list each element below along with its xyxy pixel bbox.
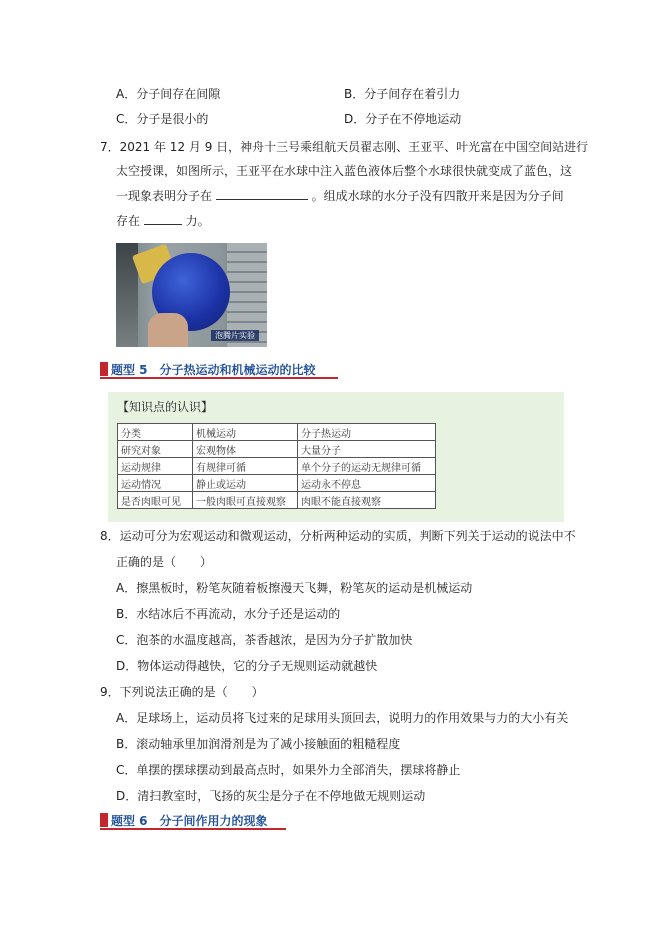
- section-6-marker: [100, 813, 108, 827]
- comparison-table: [117, 423, 436, 509]
- section-6-heading: [100, 810, 290, 830]
- section-5-underline: [100, 377, 338, 379]
- table-cell: 分子热运动: [298, 424, 436, 441]
- q7-line-3: [116, 188, 564, 204]
- q7-line-4-end: 力。: [185, 214, 210, 228]
- section-5-heading: [100, 359, 340, 379]
- table-cell: 运动情况: [118, 475, 193, 492]
- table-cell: 机械运动: [193, 424, 298, 441]
- table-cell: 运动永不停息: [298, 475, 436, 492]
- q7-line-1: 7．2021 年 12 月 9 日，神舟十三号乘组航天员翟志刚、王亚平、叶光富在中国空间站进行: [100, 140, 589, 154]
- table-row: [118, 458, 436, 475]
- photo-hand: [148, 313, 188, 347]
- section-6-underline: [100, 828, 286, 830]
- q9-option-d: D．清扫教室时，飞扬的灰尘是分子在不停地做无规则运动: [116, 789, 426, 803]
- table-cell: 一般肉眼可直接观察: [193, 492, 298, 509]
- table-cell: 分类: [118, 424, 193, 441]
- q6-option-b: B．分子间存在着引力: [344, 87, 461, 101]
- table-cell: 宏观物体: [193, 441, 298, 458]
- q7-blank-2: [144, 213, 182, 225]
- q6-option-d: D．分子在不停地运动: [344, 112, 462, 126]
- table-row: [118, 441, 436, 458]
- space-class-photo: [116, 243, 267, 347]
- knowledge-box: [108, 392, 564, 522]
- section-6-title: 题型 6 分子间作用力的现象: [111, 814, 268, 828]
- q8-option-a: A．擦黑板时，粉笔灰随着板擦漫天飞舞，粉笔灰的运动是机械运动: [116, 581, 473, 595]
- q6-option-c: C．分子是很小的: [116, 112, 209, 126]
- table-cell: 静止或运动: [193, 475, 298, 492]
- table-cell: 是否肉眼可见: [118, 492, 193, 509]
- q7-blank-1: [216, 188, 308, 200]
- q7-line-4-start: 存在: [116, 214, 141, 228]
- q8-line-1: 8．运动可分为宏观运动和微观运动，分析两种运动的实质，判断下列关于运动的说法中不: [100, 529, 576, 543]
- table-row: [118, 492, 436, 509]
- q9-option-c: C．单摆的摆球摆动到最高点时，如果外力全部消失，摆球将静止: [116, 763, 461, 777]
- table-cell: 研究对象: [118, 441, 193, 458]
- table-cell: 运动规律: [118, 458, 193, 475]
- q6-option-a: A．分子间存在间隙: [116, 87, 221, 101]
- q7-line-3-end: 。组成水球的水分子没有四散开来是因为分子间: [311, 189, 564, 203]
- q7-line-4: [116, 213, 210, 229]
- q8-option-c: C．泡茶的水温度越高，茶香越浓，是因为分子扩散加快: [116, 633, 413, 647]
- q8-option-d: D．物体运动得越快，它的分子无规则运动就越快: [116, 659, 378, 673]
- section-5-marker: [100, 362, 108, 376]
- photo-caption: 泡腾片实验: [211, 330, 259, 341]
- q7-line-3-start: 一现象表明分子在: [116, 189, 213, 203]
- table-cell: 有规律可循: [193, 458, 298, 475]
- q7-line-2: 太空授课，如图所示，王亚平在水球中注入蓝色液体后整个水球很快就变成了蓝色，这: [116, 164, 573, 178]
- table-cell: 肉眼不能直接观察: [298, 492, 436, 509]
- q8-line-2: 正确的是（ ）: [116, 555, 213, 569]
- section-5-title: 题型 5 分子热运动和机械运动的比较: [111, 363, 316, 377]
- q9-line-1: 9．下列说法正确的是（ ）: [100, 685, 264, 699]
- table-row: [118, 424, 436, 441]
- table-row: [118, 475, 436, 492]
- table-cell: 单个分子的运动无规律可循: [298, 458, 436, 475]
- q9-option-b: B．滚动轴承里加润滑剂是为了减小接触面的粗糙程度: [116, 737, 401, 751]
- q9-option-a: A．足球场上，运动员将飞过来的足球用头顶回去，说明力的作用效果与力的大小有关: [116, 711, 569, 725]
- table-cell: 大量分子: [298, 441, 436, 458]
- knowledge-title: 【知识点的认识】: [117, 400, 214, 414]
- q8-option-b: B．水结冰后不再流动，水分子还是运动的: [116, 607, 341, 621]
